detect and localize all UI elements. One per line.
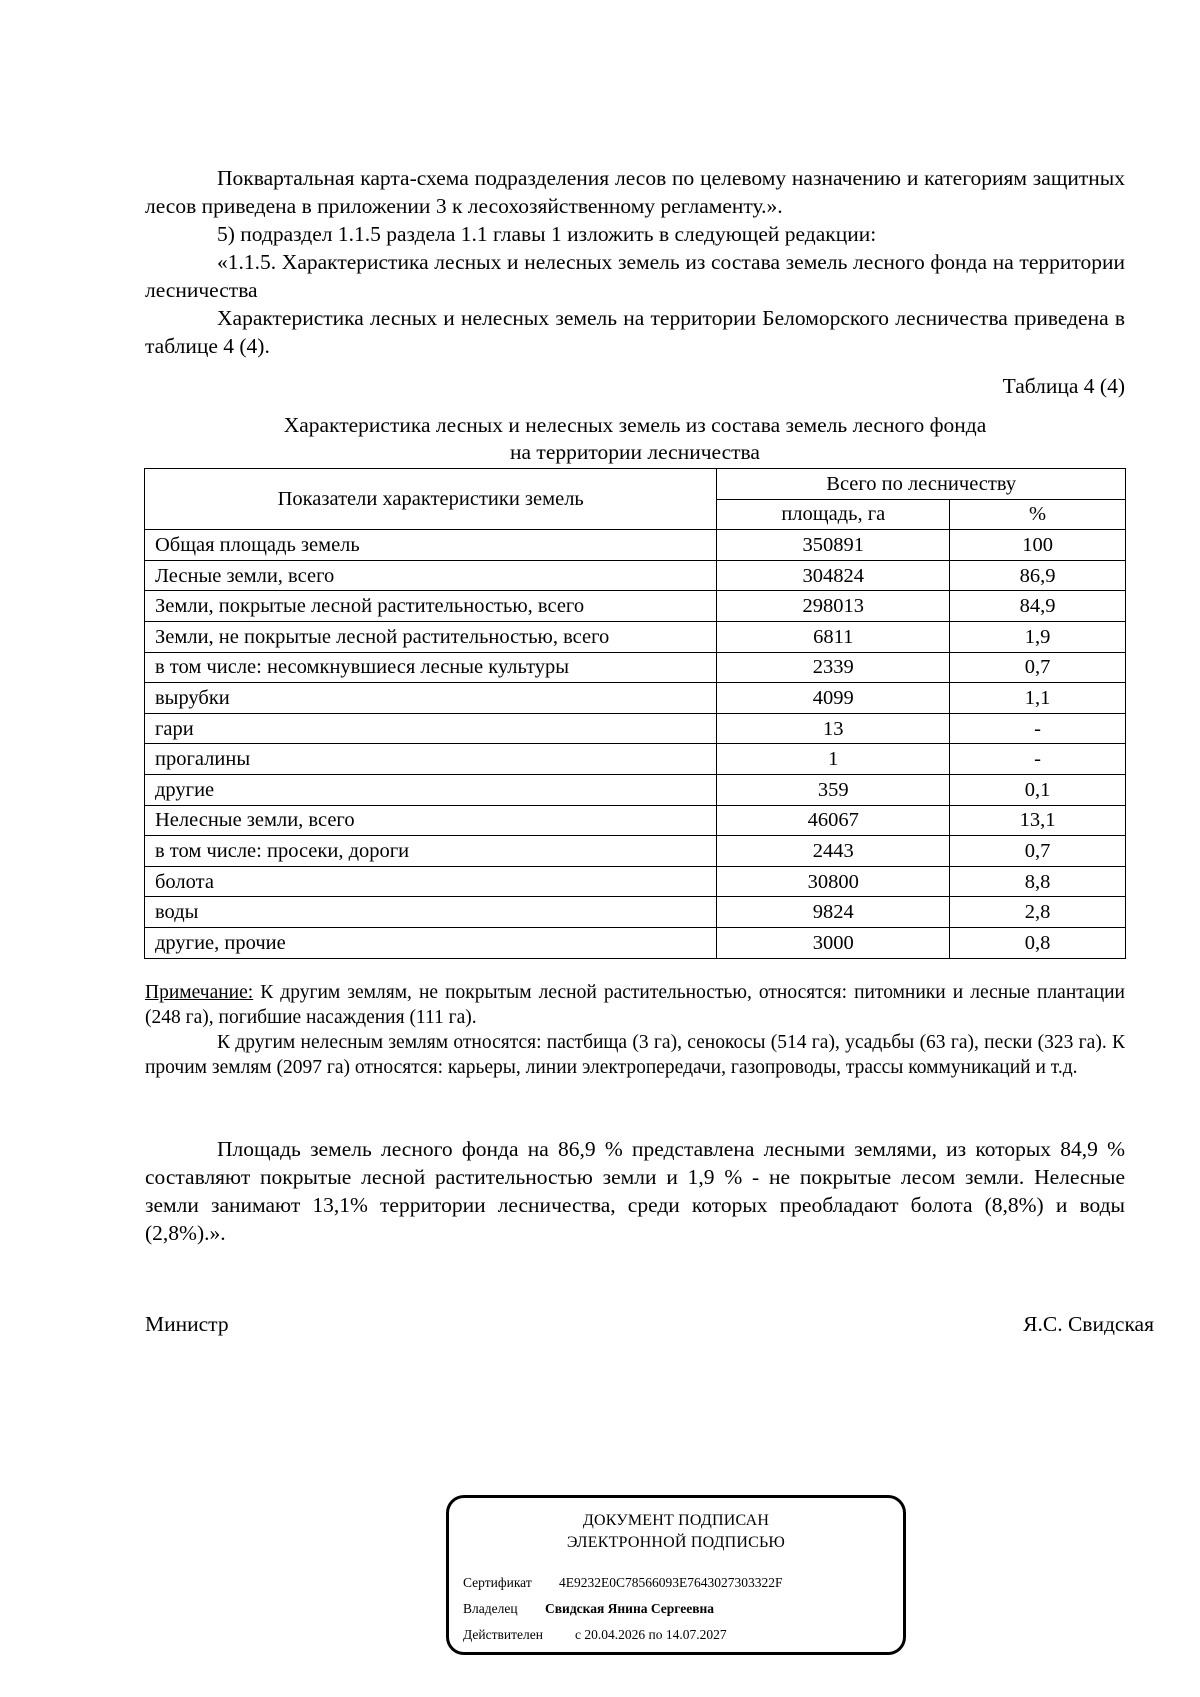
table-row (145, 897, 1126, 928)
stamp-title-line-1: ДОКУМЕНТ ПОДПИСАН (582, 1512, 770, 1529)
row-area: 9824 (717, 897, 950, 928)
intro-paragraph-3: «1.1.5. Характеристика лесных и нелесных земель из состава земель лесного фонда на территории лесничества (145, 250, 1125, 302)
table-caption-line-1: Характеристика лесных и нелесных земель из состава земель лесного фонда (283, 413, 987, 437)
row-area: 3000 (717, 927, 950, 958)
row-label: Земли, не покрытые лесной растительностью, всего (145, 621, 717, 652)
row-label: Земли, покрытые лесной растительностью, всего (145, 591, 717, 622)
intro-paragraph-2: 5) подраздел 1.1.5 раздела 1.1 главы 1 изложить в следующей редакции: (217, 222, 877, 246)
land-characteristics-table (144, 468, 1126, 959)
row-label: прогалины (145, 744, 717, 775)
row-percent: 0,1 (950, 774, 1126, 805)
row-area: 4099 (717, 683, 950, 714)
row-label: вырубки (145, 683, 717, 714)
intro-text (145, 164, 1125, 360)
row-area: 2443 (717, 836, 950, 867)
note-paragraph-2: К другим нелесным землям относятся: пастбища (3 га), сенокосы (514 га), усадьбы (63 га), пески (323 га). К прочим землям (2097 га) относятся: карьеры, линии электропередачи, газопроводы, трассы коммуникаций и т.д. (145, 1032, 1125, 1078)
row-area: 46067 (717, 805, 950, 836)
header-area: площадь, га (717, 499, 950, 530)
row-area: 13 (717, 713, 950, 744)
stamp-validity-row (463, 1626, 727, 1644)
stamp-valid-label: Действителен (463, 1627, 543, 1642)
row-area: 350891 (717, 530, 950, 561)
stamp-certificate-row (463, 1574, 783, 1592)
row-percent: 100 (950, 530, 1126, 561)
row-label: Лесные земли, всего (145, 560, 717, 591)
row-percent: 84,9 (950, 591, 1126, 622)
row-percent: - (950, 744, 1126, 775)
row-area: 1 (717, 744, 950, 775)
note-label: Примечание: (145, 982, 254, 1003)
table-row (145, 866, 1126, 897)
table-caption (145, 412, 1125, 466)
note-text-1: К другим землям, не покрытым лесной растительностью, относятся: питомники и лесные плантации (248 га), погибшие насаждения (111 га). (145, 982, 1125, 1028)
table-row (145, 927, 1126, 958)
table-note (145, 980, 1125, 1080)
signatory-position: Министр (145, 1312, 229, 1336)
table-row (145, 652, 1126, 683)
note-paragraph-1 (145, 980, 1125, 1030)
row-area: 2339 (717, 652, 950, 683)
table-row (145, 713, 1126, 744)
table-row (145, 560, 1126, 591)
row-percent: 0,7 (950, 836, 1126, 867)
row-area: 298013 (717, 591, 950, 622)
table-row (145, 805, 1126, 836)
summary-text (145, 1135, 1125, 1247)
row-area: 6811 (717, 621, 950, 652)
row-area: 359 (717, 774, 950, 805)
table-row (145, 683, 1126, 714)
stamp-title (449, 1510, 903, 1554)
row-label: другие, прочие (145, 927, 717, 958)
row-percent: 0,7 (950, 652, 1126, 683)
stamp-title-line-2: ЭЛЕКТРОННОЙ ПОДПИСЬЮ (566, 1534, 786, 1551)
row-percent: 8,8 (950, 866, 1126, 897)
table-header-row (145, 469, 1126, 500)
stamp-cert-label: Сертификат (463, 1575, 532, 1590)
summary-paragraph: Площадь земель лесного фонда на 86,9 % представлена лесными землями, из которых 84,9 % составляют покрытые лесной растительностью земли и 1,9 % - не покрытые лесом земли. Нелесные земли занимают 13,1% территории лесничества, среди которых преобладают болота (8,8%) и воды (2,8%).». (145, 1137, 1125, 1245)
stamp-valid-value: с 20.04.2026 по 14.07.2027 (575, 1627, 727, 1642)
row-label: Нелесные земли, всего (145, 805, 717, 836)
table-number: Таблица 4 (4) (1002, 374, 1125, 398)
row-area: 30800 (717, 866, 950, 897)
signatory-name: Я.С. Свидская (1023, 1312, 1154, 1336)
header-percent: % (950, 499, 1126, 530)
table-caption-line-2: на территории лесничества (510, 440, 760, 464)
table-row (145, 621, 1126, 652)
row-label: в том числе: несомкнувшиеся лесные культуры (145, 652, 717, 683)
table-row (145, 530, 1126, 561)
row-percent: - (950, 713, 1126, 744)
row-label: другие (145, 774, 717, 805)
row-area: 304824 (717, 560, 950, 591)
header-total: Всего по лесничеству (717, 469, 1126, 500)
stamp-owner-row (463, 1600, 714, 1618)
row-label: Общая площадь земель (145, 530, 717, 561)
stamp-owner-value: Свидская Янина Сергеевна (545, 1601, 715, 1616)
row-label: гари (145, 713, 717, 744)
row-percent: 1,1 (950, 683, 1126, 714)
row-percent: 0,8 (950, 927, 1126, 958)
table-row (145, 836, 1126, 867)
table-row (145, 744, 1126, 775)
stamp-cert-value: 4E9232E0C78566093E7643027303322F (559, 1575, 783, 1590)
table-row (145, 591, 1126, 622)
intro-paragraph-1: Поквартальная карта-схема подразделения лесов по целевому назначению и категориям защитных лесов приведена в приложении 3 к лесохозяйственному регламенту.». (145, 166, 1125, 218)
row-percent: 86,9 (950, 560, 1126, 591)
row-percent: 1,9 (950, 621, 1126, 652)
row-label: воды (145, 897, 717, 928)
row-label: болота (145, 866, 717, 897)
table-row (145, 774, 1126, 805)
header-indicator: Показатели характеристики земель (145, 469, 717, 530)
stamp-owner-label: Владелец (463, 1601, 518, 1616)
row-label: в том числе: просеки, дороги (145, 836, 717, 867)
electronic-signature-stamp (446, 1495, 906, 1655)
row-percent: 2,8 (950, 897, 1126, 928)
intro-paragraph-4: Характеристика лесных и нелесных земель на территории Беломорского лесничества приведена в таблице 4 (4). (145, 306, 1125, 358)
row-percent: 13,1 (950, 805, 1126, 836)
